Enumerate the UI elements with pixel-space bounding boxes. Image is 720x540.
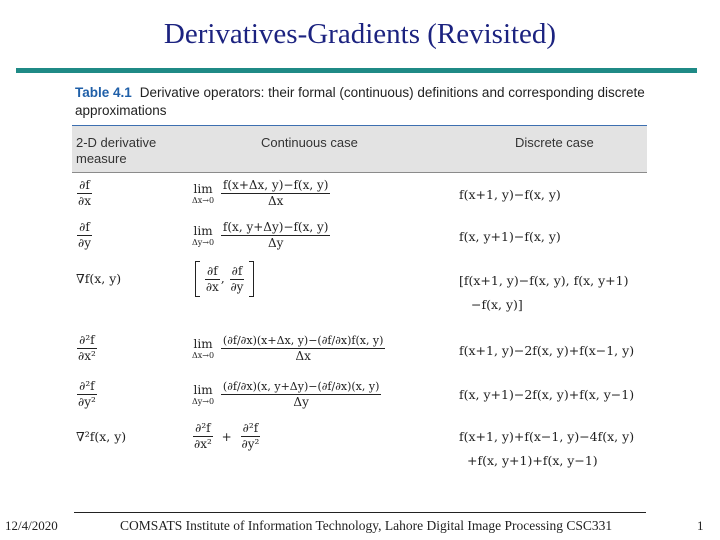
lim-sub: Δy→0 [192, 237, 215, 247]
measure-cell [76, 379, 98, 410]
footer-date: 12/4/2020 [5, 518, 58, 533]
continuous-den: Δx [295, 349, 311, 363]
table-caption [72, 84, 647, 120]
continuous-cell [192, 379, 381, 410]
continuous-cell [192, 333, 385, 364]
laplacian-x-den: ∂x² [194, 437, 212, 451]
discrete-cell: f(x+1, y)−2f(x, y)+f(x−1, y) [459, 343, 635, 358]
footer-text: COMSATS Institute of Information Technology, Lahore Digital Image Processing CSC331 [120, 518, 613, 533]
discrete-cell [459, 425, 634, 473]
laplacian-plus: + [221, 429, 232, 444]
measure-cell [76, 220, 93, 251]
table-row [72, 331, 647, 377]
measure-cell: ∇²f(x, y) [76, 429, 127, 444]
title-divider [16, 68, 697, 73]
lim-text: lim [193, 336, 213, 351]
continuous-den: Δx [267, 194, 284, 208]
continuous-num: f(x+Δx, y)−f(x, y) [222, 178, 329, 192]
measure-num: ∂²f [79, 379, 95, 393]
measure-num: ∂²f [79, 333, 95, 347]
slide-title: Derivatives-Gradients (Revisited) [163, 18, 557, 50]
laplacian-y-num: ∂²f [242, 421, 259, 435]
caption-line2: approximations [75, 103, 167, 118]
table-header [72, 126, 647, 172]
continuous-num: (∂f/∂x)(x+Δx, y)−(∂f/∂x)f(x, y) [222, 334, 384, 347]
header-measure-line2: measure [76, 151, 127, 166]
discrete-line1: [f(x+1, y)−f(x, y), f(x, y+1) [459, 273, 629, 288]
continuous-den: Δy [267, 236, 284, 250]
header-measure [76, 135, 156, 167]
gradient-separator: , [220, 271, 225, 286]
continuous-den: Δy [293, 395, 309, 409]
measure-cell [76, 178, 93, 209]
gradient-x-den: ∂x [205, 279, 219, 294]
continuous-cell [192, 220, 330, 251]
lim-text: lim [193, 223, 213, 238]
discrete-cell: f(x+1, y)−f(x, y) [459, 187, 561, 202]
table-label: Table 4.1 [75, 85, 132, 100]
lim-sub: Δx→0 [192, 350, 215, 360]
laplacian-x-num: ∂²f [195, 421, 211, 435]
continuous-cell [195, 261, 254, 297]
header-measure-line1: 2-D derivative [76, 135, 157, 150]
table-row [72, 173, 647, 217]
discrete-line2: +f(x, y+1)+f(x, y−1) [467, 453, 598, 468]
measure-den: ∂x² [78, 349, 96, 363]
measure-den: ∂y² [78, 395, 96, 409]
measure-num: ∂f [79, 220, 90, 234]
continuous-num: (∂f/∂x)(x, y+Δy)−(∂f/∂x)(x, y) [222, 380, 380, 393]
header-continuous: Continuous case [261, 135, 358, 150]
continuous-num: f(x, y+Δy)−f(x, y) [222, 220, 329, 234]
gradient-x-num: ∂f [206, 263, 218, 278]
continuous-cell [192, 178, 330, 209]
lim-sub: Δx→0 [192, 195, 215, 205]
measure-cell: ∇f(x, y) [76, 271, 122, 286]
table-row [72, 217, 647, 261]
right-bracket [249, 261, 254, 297]
measure-den: ∂y [78, 236, 91, 250]
lim-sub: Δy→0 [192, 396, 215, 406]
gradient-y-den: ∂y [230, 279, 244, 294]
measure-cell [76, 333, 98, 364]
table-row [72, 377, 647, 421]
lim-text: lim [193, 181, 213, 196]
table-row [72, 261, 647, 331]
derivative-operators-table [72, 84, 647, 485]
footer-divider [74, 512, 646, 513]
caption-line1: Derivative operators: their formal (continuous) definitions and corresponding discrete [139, 85, 645, 100]
discrete-line2: −f(x, y)] [471, 297, 523, 312]
discrete-cell: f(x, y+1)−f(x, y) [459, 229, 561, 244]
discrete-line1: f(x+1, y)+f(x−1, y)−4f(x, y) [459, 429, 635, 444]
continuous-cell [192, 421, 261, 452]
lim-text: lim [193, 382, 213, 397]
page-number: 1 [697, 518, 704, 533]
discrete-cell [459, 269, 628, 317]
measure-num: ∂f [79, 178, 90, 192]
table-row [72, 421, 647, 485]
discrete-cell: f(x, y+1)−2f(x, y)+f(x, y−1) [459, 387, 635, 402]
header-discrete: Discrete case [515, 135, 594, 150]
measure-den: ∂x [78, 194, 91, 208]
gradient-y-num: ∂f [231, 263, 243, 278]
laplacian-y-den: ∂y² [241, 437, 260, 451]
left-bracket [195, 261, 200, 297]
